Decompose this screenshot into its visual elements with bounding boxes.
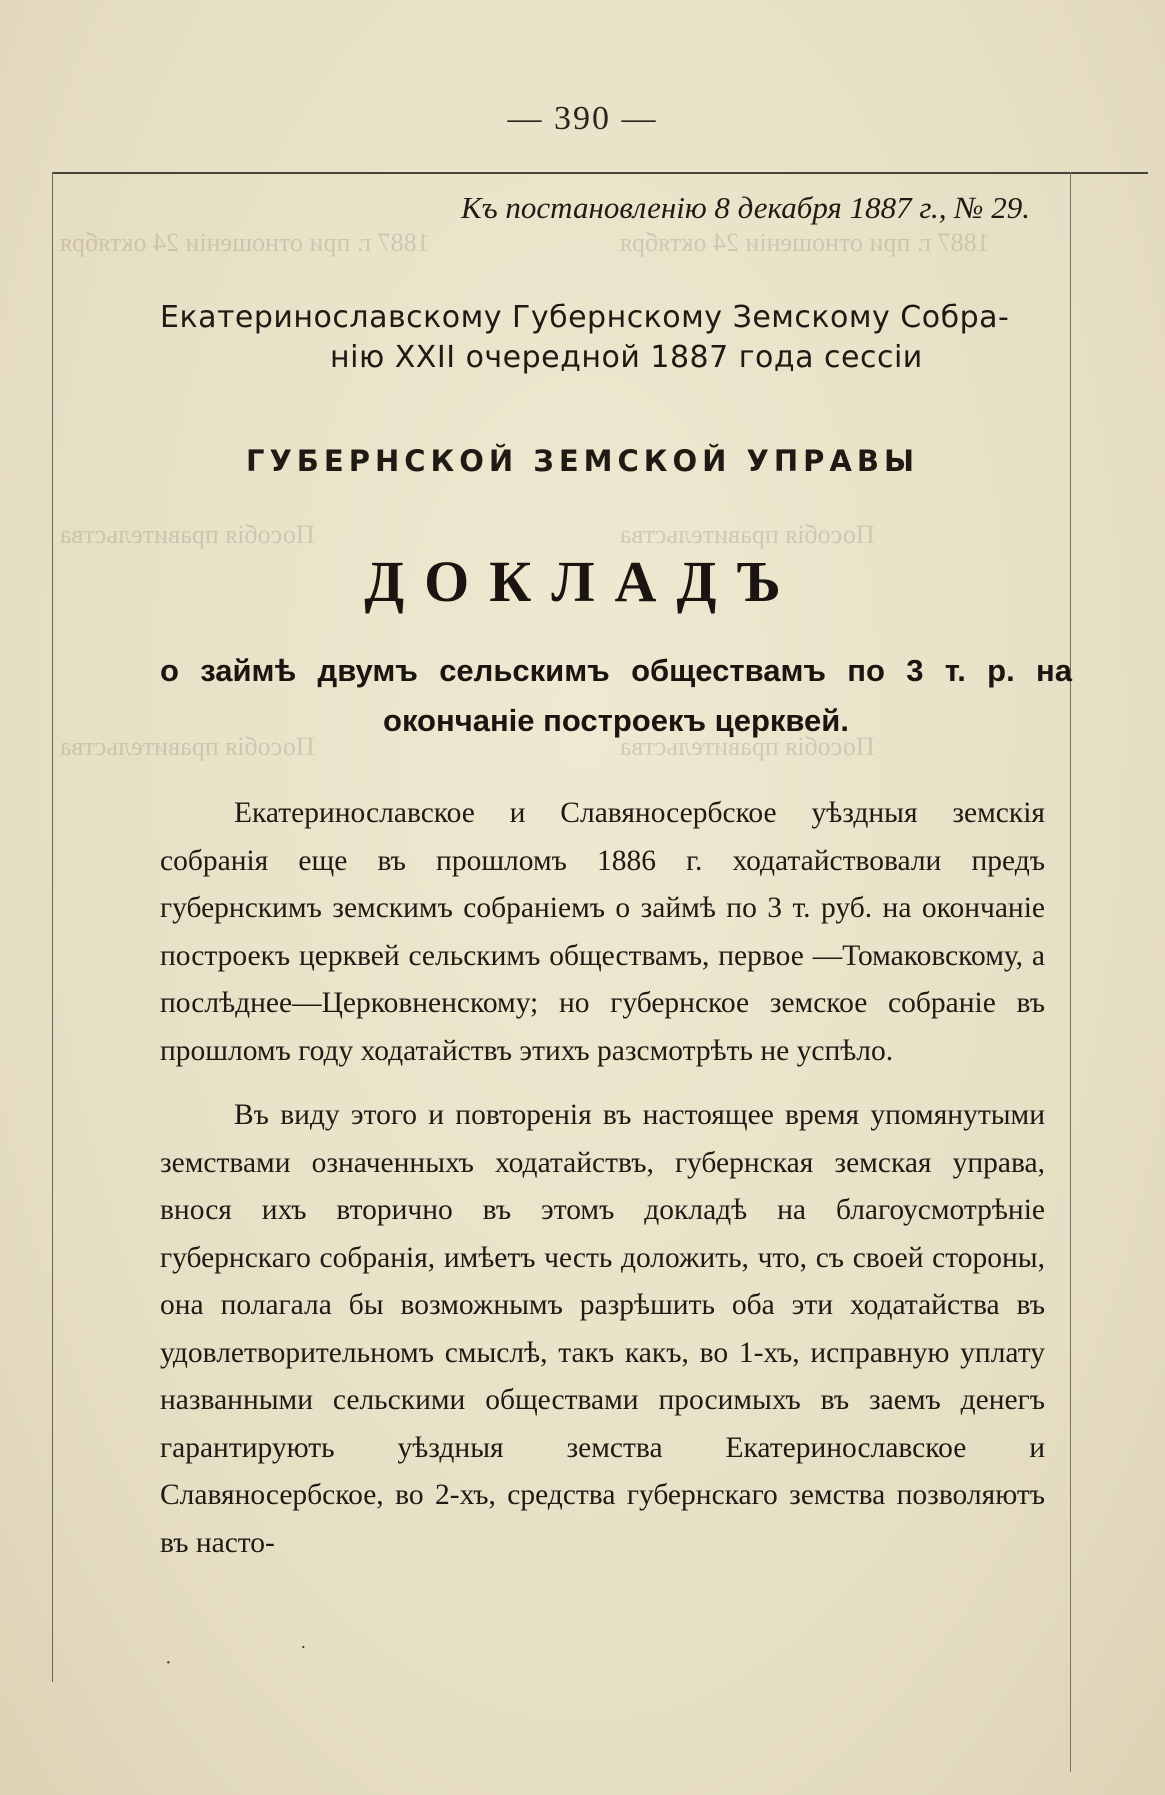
issuing-authority: ГУБЕРНСКОЙ ЗЕМСКОЙ УПРАВЫ xyxy=(245,444,920,478)
body-text xyxy=(160,790,1045,1567)
document-title: ДОКЛАДЪ xyxy=(364,549,801,614)
paragraph: Екатеринославское и Славяносербское уѣздныя земскія собранія еще въ прошломъ 1886 г. ходатайствовали предъ губернскимъ земскимъ собраніемъ о займѣ по 3 т. руб. на окончаніе построекъ церквей сельскимъ обществамъ, первое —Томаковскому, а послѣднее—Церковненскому; но губернское земское собраніе въ прошломъ году ходатайствъ этихъ разсмотрѣть не успѣло. xyxy=(160,797,1045,1067)
left-margin-rule xyxy=(52,172,53,1682)
bleed-through-text: 1887 г. при отношеніи 24 октября xyxy=(60,228,430,257)
bleed-through-text: Пособія правительства xyxy=(620,732,875,761)
page-number: — 390 — xyxy=(507,100,658,137)
addressee-line-2: нію XXII очередной 1887 года сессіи xyxy=(330,340,923,375)
document-subject: о займѣ двумъ сельскимъ обществамъ по 3 т. р. на окончаніе построекъ церквей. xyxy=(160,653,1072,738)
ink-speck: · xyxy=(165,1652,172,1674)
addressee-line-1: Екатеринославскому Губернскому Земскому Собра- xyxy=(160,300,1010,335)
top-rule xyxy=(52,172,1148,174)
bleed-through-text: Пособія правительства xyxy=(620,520,875,549)
addressee xyxy=(160,298,1070,378)
paragraph: Въ виду этого и повторенія въ настоящее время упомянутыми земствами означенныхъ ходатайствъ, губернская земская управа, внося ихъ вторично въ этомъ докладѣ на благоусмотрѣніе губернскаго собранія, имѣетъ честь доложить, что, съ своей стороны, она полагала бы возможнымъ разрѣшить оба эти ходатайства въ удовлетворительномъ смыслѣ, такъ какъ, во 1-хъ, исправную уплату названными сельскими обществами просимыхъ въ заемъ денегъ гарантирують уѣздныя земства Екатеринославское и Славяносербское, во 2-хъ, средства губернскаго земства позволяютъ въ насто- xyxy=(160,1099,1045,1559)
right-margin-rule xyxy=(1070,172,1071,1772)
bleed-through-text: 1887 г. при отношеніи 24 октября xyxy=(620,228,990,257)
bleed-through-text: Пособія правительства xyxy=(60,520,315,549)
ink-speck: ˙ xyxy=(300,1642,307,1664)
bleed-through-text: Пособія правительства xyxy=(60,732,315,761)
resolution-reference: Къ постановленію 8 декабря 1887 г., № 29. xyxy=(461,190,1030,225)
